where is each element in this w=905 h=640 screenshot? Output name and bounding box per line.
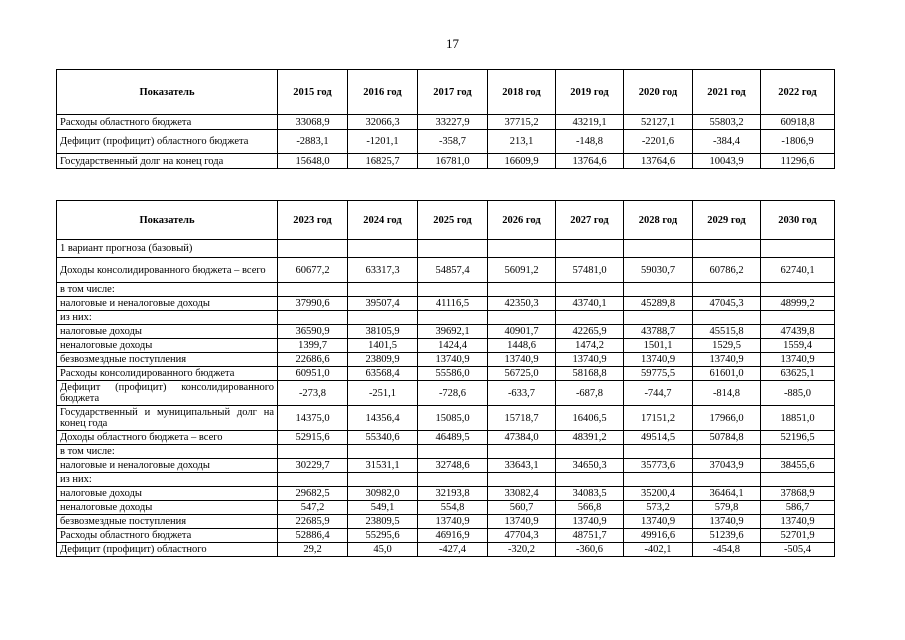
header-cell: 2016 год bbox=[348, 70, 418, 115]
value-cell: 33643,1 bbox=[488, 459, 556, 473]
value-cell: 60951,0 bbox=[278, 367, 348, 381]
header-cell: 2026 год bbox=[488, 201, 556, 240]
value-cell: 39692,1 bbox=[418, 325, 488, 339]
value-cell: -273,8 bbox=[278, 381, 348, 406]
value-cell bbox=[556, 473, 624, 487]
value-cell: 56725,0 bbox=[488, 367, 556, 381]
header-cell: 2023 год bbox=[278, 201, 348, 240]
value-cell bbox=[278, 283, 348, 297]
value-cell: 22685,9 bbox=[278, 515, 348, 529]
value-cell: 10043,9 bbox=[693, 154, 761, 169]
value-cell: 43219,1 bbox=[556, 115, 624, 130]
value-cell: 1399,7 bbox=[278, 339, 348, 353]
value-cell: 560,7 bbox=[488, 501, 556, 515]
budget-forecast-table-2023-2030 bbox=[56, 200, 835, 557]
value-cell bbox=[624, 240, 693, 258]
header-cell: 2022 год bbox=[761, 70, 835, 115]
value-cell bbox=[488, 311, 556, 325]
value-cell: 30982,0 bbox=[348, 487, 418, 501]
value-cell: 35200,4 bbox=[624, 487, 693, 501]
value-cell bbox=[418, 311, 488, 325]
value-cell: 61601,0 bbox=[693, 367, 761, 381]
value-cell: 43740,1 bbox=[556, 297, 624, 311]
table-row bbox=[57, 406, 835, 431]
value-cell: 30229,7 bbox=[278, 459, 348, 473]
value-cell: 13740,9 bbox=[488, 515, 556, 529]
value-cell: 547,2 bbox=[278, 501, 348, 515]
value-cell bbox=[693, 283, 761, 297]
header-cell: 2030 год bbox=[761, 201, 835, 240]
value-cell: -744,7 bbox=[624, 381, 693, 406]
value-cell: -885,0 bbox=[761, 381, 835, 406]
value-cell: 60677,2 bbox=[278, 258, 348, 283]
table-header-row bbox=[57, 201, 835, 240]
value-cell bbox=[348, 283, 418, 297]
value-cell: 1401,5 bbox=[348, 339, 418, 353]
value-cell: 32193,8 bbox=[418, 487, 488, 501]
value-cell bbox=[761, 283, 835, 297]
value-cell: 56091,2 bbox=[488, 258, 556, 283]
table-row bbox=[57, 501, 835, 515]
table-row bbox=[57, 431, 835, 445]
value-cell: 40901,7 bbox=[488, 325, 556, 339]
header-cell: 2028 год bbox=[624, 201, 693, 240]
table-row bbox=[57, 445, 835, 459]
value-cell bbox=[348, 473, 418, 487]
value-cell: 45,0 bbox=[348, 543, 418, 557]
header-cell: Показатель bbox=[57, 201, 278, 240]
value-cell: 573,2 bbox=[624, 501, 693, 515]
value-cell: 59775,5 bbox=[624, 367, 693, 381]
value-cell: 49514,5 bbox=[624, 431, 693, 445]
header-cell: 2029 год bbox=[693, 201, 761, 240]
header-cell: 2020 год bbox=[624, 70, 693, 115]
row-label: в том числе: bbox=[57, 283, 278, 297]
value-cell: 42350,3 bbox=[488, 297, 556, 311]
row-label: Доходы консолидированного бюджета – всего bbox=[57, 258, 278, 283]
value-cell: 1559,4 bbox=[761, 339, 835, 353]
value-cell: 23809,9 bbox=[348, 353, 418, 367]
value-cell: 29682,5 bbox=[278, 487, 348, 501]
value-cell: 1529,5 bbox=[693, 339, 761, 353]
row-label: Расходы областного бюджета bbox=[57, 529, 278, 543]
value-cell bbox=[278, 473, 348, 487]
table-row bbox=[57, 283, 835, 297]
table-row bbox=[57, 353, 835, 367]
value-cell bbox=[488, 240, 556, 258]
value-cell: 52196,5 bbox=[761, 431, 835, 445]
row-label: Дефицит (профицит) консолидированного бюджета bbox=[57, 381, 278, 406]
table-row bbox=[57, 325, 835, 339]
value-cell: 46489,5 bbox=[418, 431, 488, 445]
value-cell bbox=[624, 445, 693, 459]
value-cell: 16406,5 bbox=[556, 406, 624, 431]
header-cell: 2021 год bbox=[693, 70, 761, 115]
value-cell: 13740,9 bbox=[693, 353, 761, 367]
table-header-row bbox=[57, 70, 835, 115]
value-cell: -2201,6 bbox=[624, 130, 693, 154]
value-cell bbox=[418, 283, 488, 297]
value-cell: 34650,3 bbox=[556, 459, 624, 473]
value-cell bbox=[278, 445, 348, 459]
value-cell bbox=[348, 311, 418, 325]
value-cell bbox=[488, 283, 556, 297]
value-cell: 11296,6 bbox=[761, 154, 835, 169]
value-cell: 48751,7 bbox=[556, 529, 624, 543]
value-cell: 52701,9 bbox=[761, 529, 835, 543]
row-label: Дефицит (профицит) областного bbox=[57, 543, 278, 557]
value-cell: 33068,9 bbox=[278, 115, 348, 130]
value-cell: 17966,0 bbox=[693, 406, 761, 431]
value-cell: -1806,9 bbox=[761, 130, 835, 154]
value-cell: 13764,6 bbox=[624, 154, 693, 169]
value-cell: 1501,1 bbox=[624, 339, 693, 353]
table-row bbox=[57, 258, 835, 283]
value-cell: -814,8 bbox=[693, 381, 761, 406]
value-cell: 41116,5 bbox=[418, 297, 488, 311]
row-label: Расходы областного бюджета bbox=[57, 115, 278, 130]
value-cell: 48391,2 bbox=[556, 431, 624, 445]
value-cell: 22686,6 bbox=[278, 353, 348, 367]
value-cell bbox=[488, 473, 556, 487]
header-cell: 2019 год bbox=[556, 70, 624, 115]
value-cell: -633,7 bbox=[488, 381, 556, 406]
header-cell: 2015 год bbox=[278, 70, 348, 115]
value-cell: 16609,9 bbox=[488, 154, 556, 169]
value-cell: 13740,9 bbox=[761, 353, 835, 367]
table-row bbox=[57, 339, 835, 353]
value-cell: 13740,9 bbox=[624, 353, 693, 367]
table-row bbox=[57, 487, 835, 501]
row-label: из них: bbox=[57, 473, 278, 487]
value-cell: 1474,2 bbox=[556, 339, 624, 353]
value-cell: 50784,8 bbox=[693, 431, 761, 445]
value-cell bbox=[624, 473, 693, 487]
row-label: налоговые доходы bbox=[57, 325, 278, 339]
value-cell: 38455,6 bbox=[761, 459, 835, 473]
value-cell: -251,1 bbox=[348, 381, 418, 406]
table-row bbox=[57, 115, 835, 130]
value-cell: 13740,9 bbox=[418, 353, 488, 367]
value-cell: 18851,0 bbox=[761, 406, 835, 431]
value-cell: -2883,1 bbox=[278, 130, 348, 154]
value-cell: 554,8 bbox=[418, 501, 488, 515]
value-cell bbox=[488, 445, 556, 459]
value-cell: 23809,5 bbox=[348, 515, 418, 529]
value-cell: 52886,4 bbox=[278, 529, 348, 543]
page-number: 17 bbox=[446, 36, 459, 51]
value-cell: 63625,1 bbox=[761, 367, 835, 381]
table-row bbox=[57, 130, 835, 154]
value-cell bbox=[418, 473, 488, 487]
value-cell: 13764,6 bbox=[556, 154, 624, 169]
value-cell: -505,4 bbox=[761, 543, 835, 557]
value-cell: 45515,8 bbox=[693, 325, 761, 339]
value-cell: 13740,9 bbox=[693, 515, 761, 529]
header-cell: 2024 год bbox=[348, 201, 418, 240]
value-cell bbox=[693, 445, 761, 459]
value-cell bbox=[624, 283, 693, 297]
value-cell: 32066,3 bbox=[348, 115, 418, 130]
value-cell: 39507,4 bbox=[348, 297, 418, 311]
value-cell bbox=[418, 445, 488, 459]
value-cell bbox=[761, 445, 835, 459]
value-cell: 33227,9 bbox=[418, 115, 488, 130]
row-label: налоговые и неналоговые доходы bbox=[57, 459, 278, 473]
value-cell: 566,8 bbox=[556, 501, 624, 515]
value-cell: 14375,0 bbox=[278, 406, 348, 431]
table-row bbox=[57, 529, 835, 543]
value-cell: 38105,9 bbox=[348, 325, 418, 339]
table-row bbox=[57, 543, 835, 557]
row-label: неналоговые доходы bbox=[57, 339, 278, 353]
value-cell: -360,6 bbox=[556, 543, 624, 557]
value-cell bbox=[761, 473, 835, 487]
value-cell bbox=[278, 240, 348, 258]
value-cell: 37990,6 bbox=[278, 297, 348, 311]
value-cell: 57481,0 bbox=[556, 258, 624, 283]
value-cell: -454,8 bbox=[693, 543, 761, 557]
value-cell: 13740,9 bbox=[488, 353, 556, 367]
value-cell: 32748,6 bbox=[418, 459, 488, 473]
value-cell: 55340,6 bbox=[348, 431, 418, 445]
value-cell: 49916,6 bbox=[624, 529, 693, 543]
value-cell: 16825,7 bbox=[348, 154, 418, 169]
row-label: безвозмездные поступления bbox=[57, 353, 278, 367]
value-cell: 13740,9 bbox=[556, 353, 624, 367]
header-cell: 2027 год bbox=[556, 201, 624, 240]
value-cell: -384,4 bbox=[693, 130, 761, 154]
value-cell: -148,8 bbox=[556, 130, 624, 154]
value-cell: 33082,4 bbox=[488, 487, 556, 501]
value-cell bbox=[278, 311, 348, 325]
value-cell: 55803,2 bbox=[693, 115, 761, 130]
table-row bbox=[57, 515, 835, 529]
value-cell: 62740,1 bbox=[761, 258, 835, 283]
value-cell: 17151,2 bbox=[624, 406, 693, 431]
value-cell: 13740,9 bbox=[556, 515, 624, 529]
value-cell: 15085,0 bbox=[418, 406, 488, 431]
row-label: Государственный и муниципальный долг на конец года bbox=[57, 406, 278, 431]
row-label: налоговые и неналоговые доходы bbox=[57, 297, 278, 311]
value-cell: 46916,9 bbox=[418, 529, 488, 543]
budget-table-2015-2022 bbox=[56, 69, 835, 169]
table-row bbox=[57, 367, 835, 381]
value-cell: 579,8 bbox=[693, 501, 761, 515]
value-cell: 16781,0 bbox=[418, 154, 488, 169]
value-cell: 54857,4 bbox=[418, 258, 488, 283]
value-cell bbox=[348, 240, 418, 258]
value-cell bbox=[348, 445, 418, 459]
row-label: в том числе: bbox=[57, 445, 278, 459]
value-cell: 37043,9 bbox=[693, 459, 761, 473]
table-row bbox=[57, 473, 835, 487]
value-cell: 37868,9 bbox=[761, 487, 835, 501]
value-cell bbox=[693, 240, 761, 258]
row-label: налоговые доходы bbox=[57, 487, 278, 501]
row-label: безвозмездные поступления bbox=[57, 515, 278, 529]
value-cell: 37715,2 bbox=[488, 115, 556, 130]
value-cell: 213,1 bbox=[488, 130, 556, 154]
value-cell: 1424,4 bbox=[418, 339, 488, 353]
value-cell bbox=[624, 311, 693, 325]
table-row bbox=[57, 459, 835, 473]
table-row bbox=[57, 381, 835, 406]
value-cell bbox=[693, 473, 761, 487]
row-label: Доходы областного бюджета – всего bbox=[57, 431, 278, 445]
value-cell: 55586,0 bbox=[418, 367, 488, 381]
table-row bbox=[57, 311, 835, 325]
value-cell: -687,8 bbox=[556, 381, 624, 406]
value-cell bbox=[418, 240, 488, 258]
value-cell: 47704,3 bbox=[488, 529, 556, 543]
value-cell bbox=[556, 283, 624, 297]
value-cell: 13740,9 bbox=[418, 515, 488, 529]
row-label: неналоговые доходы bbox=[57, 501, 278, 515]
value-cell bbox=[761, 311, 835, 325]
value-cell: 59030,7 bbox=[624, 258, 693, 283]
value-cell bbox=[556, 240, 624, 258]
row-label: Государственный долг на конец года bbox=[57, 154, 278, 169]
value-cell: -728,6 bbox=[418, 381, 488, 406]
value-cell: 52915,6 bbox=[278, 431, 348, 445]
value-cell bbox=[556, 311, 624, 325]
value-cell: 13740,9 bbox=[624, 515, 693, 529]
value-cell: 1448,6 bbox=[488, 339, 556, 353]
value-cell: 52127,1 bbox=[624, 115, 693, 130]
value-cell: 35773,6 bbox=[624, 459, 693, 473]
value-cell: 60786,2 bbox=[693, 258, 761, 283]
value-cell: 13740,9 bbox=[761, 515, 835, 529]
value-cell: 586,7 bbox=[761, 501, 835, 515]
value-cell: 58168,8 bbox=[556, 367, 624, 381]
value-cell: 55295,6 bbox=[348, 529, 418, 543]
value-cell: 36464,1 bbox=[693, 487, 761, 501]
header-cell: Показатель bbox=[57, 70, 278, 115]
value-cell: 29,2 bbox=[278, 543, 348, 557]
value-cell: 14356,4 bbox=[348, 406, 418, 431]
value-cell: 60918,8 bbox=[761, 115, 835, 130]
value-cell: -358,7 bbox=[418, 130, 488, 154]
value-cell bbox=[556, 445, 624, 459]
value-cell: 47439,8 bbox=[761, 325, 835, 339]
value-cell: -1201,1 bbox=[348, 130, 418, 154]
value-cell: 48999,2 bbox=[761, 297, 835, 311]
value-cell: 31531,1 bbox=[348, 459, 418, 473]
value-cell: 51239,6 bbox=[693, 529, 761, 543]
value-cell: 15648,0 bbox=[278, 154, 348, 169]
value-cell: 549,1 bbox=[348, 501, 418, 515]
value-cell bbox=[761, 240, 835, 258]
value-cell: 42265,9 bbox=[556, 325, 624, 339]
header-cell: 2017 год bbox=[418, 70, 488, 115]
table-row bbox=[57, 297, 835, 311]
value-cell: 15718,7 bbox=[488, 406, 556, 431]
value-cell: 36590,9 bbox=[278, 325, 348, 339]
row-label: 1 вариант прогноза (базовый) bbox=[57, 240, 278, 258]
value-cell: -320,2 bbox=[488, 543, 556, 557]
value-cell: 45289,8 bbox=[624, 297, 693, 311]
row-label: Дефицит (профицит) областного бюджета bbox=[57, 130, 278, 154]
header-cell: 2018 год bbox=[488, 70, 556, 115]
row-label: Расходы консолидированного бюджета bbox=[57, 367, 278, 381]
table-row bbox=[57, 154, 835, 169]
table-row bbox=[57, 240, 835, 258]
value-cell: 63317,3 bbox=[348, 258, 418, 283]
value-cell: -402,1 bbox=[624, 543, 693, 557]
value-cell: -427,4 bbox=[418, 543, 488, 557]
value-cell: 34083,5 bbox=[556, 487, 624, 501]
value-cell: 63568,4 bbox=[348, 367, 418, 381]
value-cell: 43788,7 bbox=[624, 325, 693, 339]
header-cell: 2025 год bbox=[418, 201, 488, 240]
value-cell: 47384,0 bbox=[488, 431, 556, 445]
value-cell bbox=[693, 311, 761, 325]
row-label: из них: bbox=[57, 311, 278, 325]
value-cell: 47045,3 bbox=[693, 297, 761, 311]
